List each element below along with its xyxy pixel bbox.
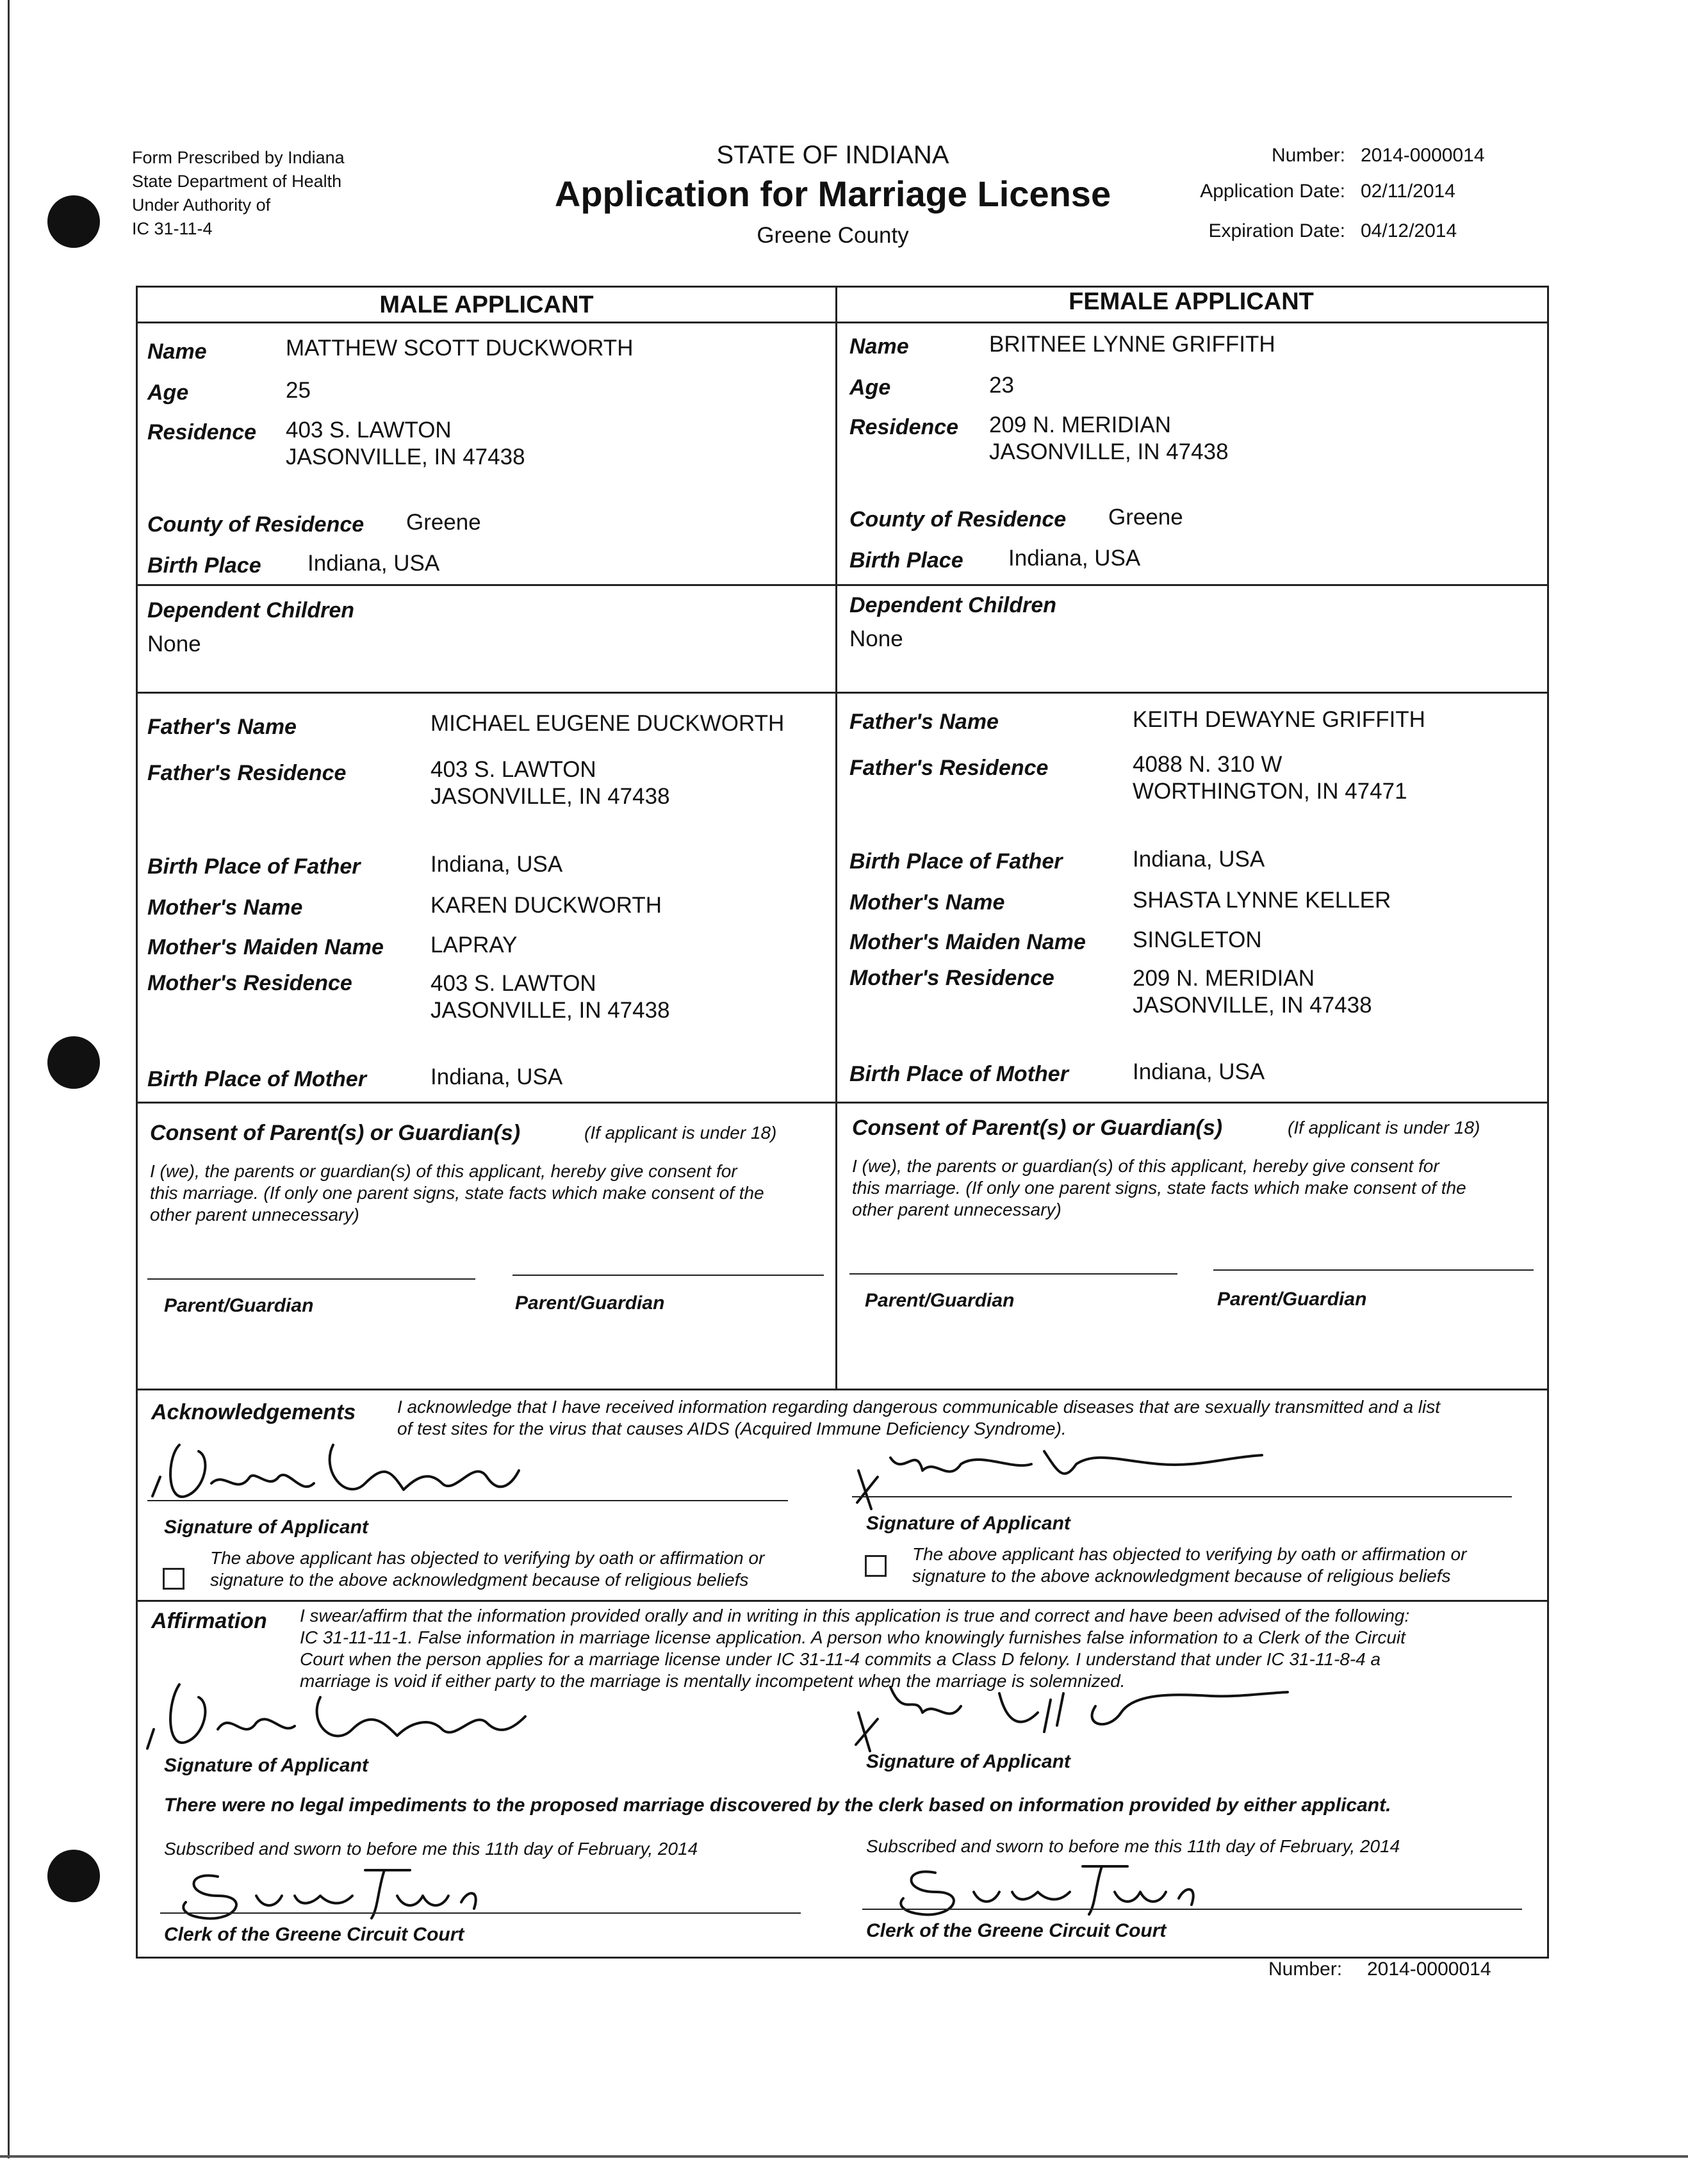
male-mothers-maiden-label: Mother's Maiden Name	[147, 935, 384, 959]
section-rule	[136, 584, 1547, 586]
female-mothers-maiden-label: Mother's Maiden Name	[849, 930, 1086, 954]
female-mothers-name-label: Mother's Name	[849, 890, 1005, 915]
section-rule	[136, 692, 1547, 694]
objection-text: The above applicant has objected to verifying by oath or affirmation or	[210, 1548, 765, 1568]
male-applicant-signature	[852, 1432, 1300, 1515]
clerk-signature	[878, 1854, 1275, 1924]
female-county-value: Greene	[1108, 505, 1183, 530]
sworn-statement-female: Subscribed and sworn to before me this 11th day of February, 2014	[866, 1836, 1400, 1856]
application-date-value: 02/11/2014	[1361, 181, 1455, 202]
female-name-label: Name	[849, 334, 909, 359]
expiration-date-value: 04/12/2014	[1361, 220, 1457, 241]
objection-text: The above applicant has objected to verifying by oath or affirmation or	[912, 1544, 1467, 1564]
affirmation-label: Affirmation	[151, 1609, 267, 1633]
clerk-label: Clerk of the Greene Circuit Court	[164, 1924, 464, 1945]
acknowledgements-label: Acknowledgements	[151, 1400, 356, 1424]
section-rule	[136, 1102, 1547, 1104]
acknowledgement-text: of test sites for the virus that causes AIDS (Acquired Immune Deficiency Syndrome).	[397, 1419, 1067, 1438]
male-mothers-name-value: KAREN DUCKWORTH	[430, 893, 662, 918]
male-birth-place-father-label: Birth Place of Father	[147, 854, 361, 879]
female-applicant-header: FEMALE APPLICANT	[1069, 288, 1314, 315]
female-age-value: 23	[989, 373, 1014, 398]
female-residence-line1: 209 N. MERIDIAN	[989, 412, 1171, 437]
scan-edge-bottom	[0, 2155, 1688, 2158]
male-county-label: County of Residence	[147, 512, 365, 537]
female-dependent-children-value: None	[849, 626, 903, 651]
female-consent-title: Consent of Parent(s) or Guardian(s)	[852, 1116, 1223, 1140]
female-applicant-affirmation-signature	[141, 1672, 551, 1761]
male-birth-place-label: Birth Place	[147, 553, 261, 578]
affirmation-text: I swear/affirm that the information provided orally and in writing in this application is true and correct and have been advised of the following:	[300, 1606, 1410, 1626]
number-label: Number:	[1271, 145, 1345, 166]
male-mothers-residence-line2: JASONVILLE, IN 47438	[430, 998, 670, 1023]
county-heading: Greene County	[757, 223, 909, 248]
application-date-label: Application Date:	[1200, 181, 1345, 202]
female-birth-place-mother-value: Indiana, USA	[1133, 1059, 1265, 1084]
female-age-label: Age	[849, 375, 891, 400]
acknowledgement-text: I acknowledge that I have received information regarding dangerous communicable diseases that are sexually transmitted and a list	[397, 1397, 1441, 1417]
signature-of-applicant-label: Signature of Applicant	[866, 1513, 1070, 1534]
parent-guardian-signature-line[interactable]	[147, 1278, 475, 1280]
male-mothers-name-label: Mother's Name	[147, 895, 303, 920]
female-fathers-residence-label: Father's Residence	[849, 756, 1049, 780]
parent-guardian-label: Parent/Guardian	[1217, 1289, 1367, 1310]
scan-edge-left	[8, 0, 10, 2158]
male-mothers-residence-label: Mother's Residence	[147, 971, 352, 995]
female-fathers-name-value: KEITH DEWAYNE GRIFFITH	[1133, 707, 1425, 732]
religious-objection-checkbox[interactable]	[865, 1555, 887, 1577]
female-residence-label: Residence	[849, 415, 959, 439]
male-consent-text: this marriage. (If only one parent signs, state facts which make consent of the	[150, 1183, 764, 1203]
footer-number-label: Number:	[1268, 1959, 1343, 1980]
female-consent-text: other parent unnecessary)	[852, 1200, 1061, 1219]
male-consent-note: (If applicant is under 18)	[584, 1123, 777, 1143]
expiration-date-label: Expiration Date:	[1208, 220, 1345, 241]
female-name-value: BRITNEE LYNNE GRIFFITH	[989, 332, 1275, 357]
section-rule	[136, 1600, 1547, 1602]
male-mothers-residence-line1: 403 S. LAWTON	[430, 971, 596, 996]
objection-text: signature to the above acknowledgment because of religious beliefs	[912, 1566, 1451, 1586]
male-consent-text: other parent unnecessary)	[150, 1205, 359, 1225]
female-consent-text: this marriage. (If only one parent signs, state facts which make consent of the	[852, 1178, 1466, 1198]
clerk-signature-line[interactable]	[160, 1912, 801, 1914]
female-applicant-signature	[141, 1432, 551, 1515]
parent-guardian-signature-line[interactable]	[1213, 1269, 1534, 1271]
male-county-value: Greene	[406, 510, 481, 535]
female-birth-place-father-value: Indiana, USA	[1133, 847, 1265, 872]
male-name-label: Name	[147, 339, 207, 364]
punch-hole-middle	[47, 1036, 100, 1089]
female-consent-note: (If applicant is under 18)	[1288, 1118, 1480, 1137]
male-age-value: 25	[286, 378, 311, 403]
male-birth-place-value: Indiana, USA	[307, 551, 440, 576]
page-title: Application for Marriage License	[554, 174, 1111, 214]
column-divider	[835, 286, 837, 1390]
no-impediments-statement: There were no legal impediments to the proposed marriage discovered by the clerk based on information provided by either applicant.	[164, 1795, 1391, 1816]
clerk-signature	[160, 1857, 557, 1928]
female-mothers-name-value: SHASTA LYNNE KELLER	[1133, 888, 1391, 913]
male-fathers-name-label: Father's Name	[147, 715, 297, 739]
male-fathers-name-value: MICHAEL EUGENE DUCKWORTH	[430, 711, 785, 736]
affirmation-text: marriage is void if either party to the marriage is mentally incompetent when the marriage is solemnized.	[300, 1671, 1126, 1691]
affirmation-text: IC 31-11-11-1. False information in marriage license application. A person who knowingly furnishes false information to a Clerk of the Circuit	[300, 1627, 1405, 1647]
applicant-signature-line[interactable]	[147, 1500, 788, 1501]
female-birth-place-father-label: Birth Place of Father	[849, 849, 1063, 874]
header-rule	[136, 322, 1547, 323]
female-fathers-residence-line2: WORTHINGTON, IN 47471	[1133, 779, 1407, 804]
female-consent-text: I (we), the parents or guardian(s) of this applicant, hereby give consent for	[852, 1156, 1439, 1176]
religious-objection-checkbox[interactable]	[163, 1568, 184, 1590]
female-county-label: County of Residence	[849, 507, 1067, 532]
objection-text: signature to the above acknowledgment because of religious beliefs	[210, 1570, 749, 1590]
female-birth-place-value: Indiana, USA	[1008, 546, 1141, 571]
male-birth-place-mother-value: Indiana, USA	[430, 1064, 563, 1089]
male-age-label: Age	[147, 380, 189, 405]
female-dependent-children-label: Dependent Children	[849, 593, 1057, 617]
male-birth-place-mother-label: Birth Place of Mother	[147, 1067, 366, 1091]
state-heading: STATE OF INDIANA	[716, 141, 949, 169]
applicant-signature-line[interactable]	[852, 1496, 1512, 1497]
clerk-signature-line[interactable]	[862, 1909, 1522, 1910]
parent-guardian-label: Parent/Guardian	[164, 1295, 314, 1316]
male-fathers-residence-label: Father's Residence	[147, 761, 347, 785]
signature-of-applicant-label: Signature of Applicant	[164, 1755, 368, 1776]
female-birth-place-label: Birth Place	[849, 548, 963, 573]
male-residence-label: Residence	[147, 420, 257, 444]
male-birth-place-father-value: Indiana, USA	[430, 852, 563, 877]
female-fathers-name-label: Father's Name	[849, 710, 999, 734]
parent-guardian-label: Parent/Guardian	[515, 1292, 665, 1314]
male-consent-title: Consent of Parent(s) or Guardian(s)	[150, 1121, 521, 1145]
section-rule	[136, 1389, 1547, 1390]
male-mothers-maiden-value: LAPRAY	[430, 933, 518, 958]
sworn-statement-male: Subscribed and sworn to before me this 11th day of February, 2014	[164, 1839, 698, 1859]
prescribed-line: Form Prescribed by Indiana	[132, 148, 345, 167]
parent-guardian-signature-line[interactable]	[849, 1273, 1177, 1275]
punch-hole-top	[47, 195, 100, 248]
parent-guardian-label: Parent/Guardian	[865, 1290, 1015, 1311]
female-mothers-residence-line1: 209 N. MERIDIAN	[1133, 966, 1315, 991]
prescribed-line: IC 31-11-4	[132, 219, 213, 238]
female-fathers-residence-line1: 4088 N. 310 W	[1133, 752, 1282, 777]
female-residence-line2: JASONVILLE, IN 47438	[989, 439, 1229, 464]
male-dependent-children-value: None	[147, 632, 201, 656]
prescribed-line: Under Authority of	[132, 195, 271, 215]
footer-number-value: 2014-0000014	[1367, 1959, 1491, 1980]
female-mothers-maiden-value: SINGLETON	[1133, 927, 1262, 952]
male-residence-line2: JASONVILLE, IN 47438	[286, 444, 525, 469]
female-birth-place-mother-label: Birth Place of Mother	[849, 1062, 1069, 1086]
male-consent-text: I (we), the parents or guardian(s) of this applicant, hereby give consent for	[150, 1161, 737, 1181]
male-residence-line1: 403 S. LAWTON	[286, 418, 452, 443]
male-name-value: MATTHEW SCOTT DUCKWORTH	[286, 336, 634, 361]
parent-guardian-signature-line[interactable]	[512, 1275, 824, 1276]
male-fathers-residence-line1: 403 S. LAWTON	[430, 757, 596, 782]
male-dependent-children-label: Dependent Children	[147, 598, 355, 623]
signature-of-applicant-label: Signature of Applicant	[164, 1517, 368, 1538]
female-mothers-residence-label: Mother's Residence	[849, 966, 1054, 990]
male-applicant-header: MALE APPLICANT	[379, 291, 594, 318]
affirmation-text: Court when the person applies for a marriage license under IC 31-11-4 commits a Class D felony. I understand that under IC 31-11-8-4 a	[300, 1649, 1381, 1669]
prescribed-by	[132, 146, 345, 241]
clerk-label: Clerk of the Greene Circuit Court	[866, 1920, 1167, 1941]
male-applicant-affirmation-signature	[852, 1668, 1300, 1757]
signature-of-applicant-label: Signature of Applicant	[866, 1751, 1070, 1772]
number-value: 2014-0000014	[1361, 145, 1485, 166]
female-mothers-residence-line2: JASONVILLE, IN 47438	[1133, 993, 1372, 1018]
prescribed-line: State Department of Health	[132, 172, 342, 191]
punch-hole-bottom	[47, 1850, 100, 1902]
male-fathers-residence-line2: JASONVILLE, IN 47438	[430, 784, 670, 809]
